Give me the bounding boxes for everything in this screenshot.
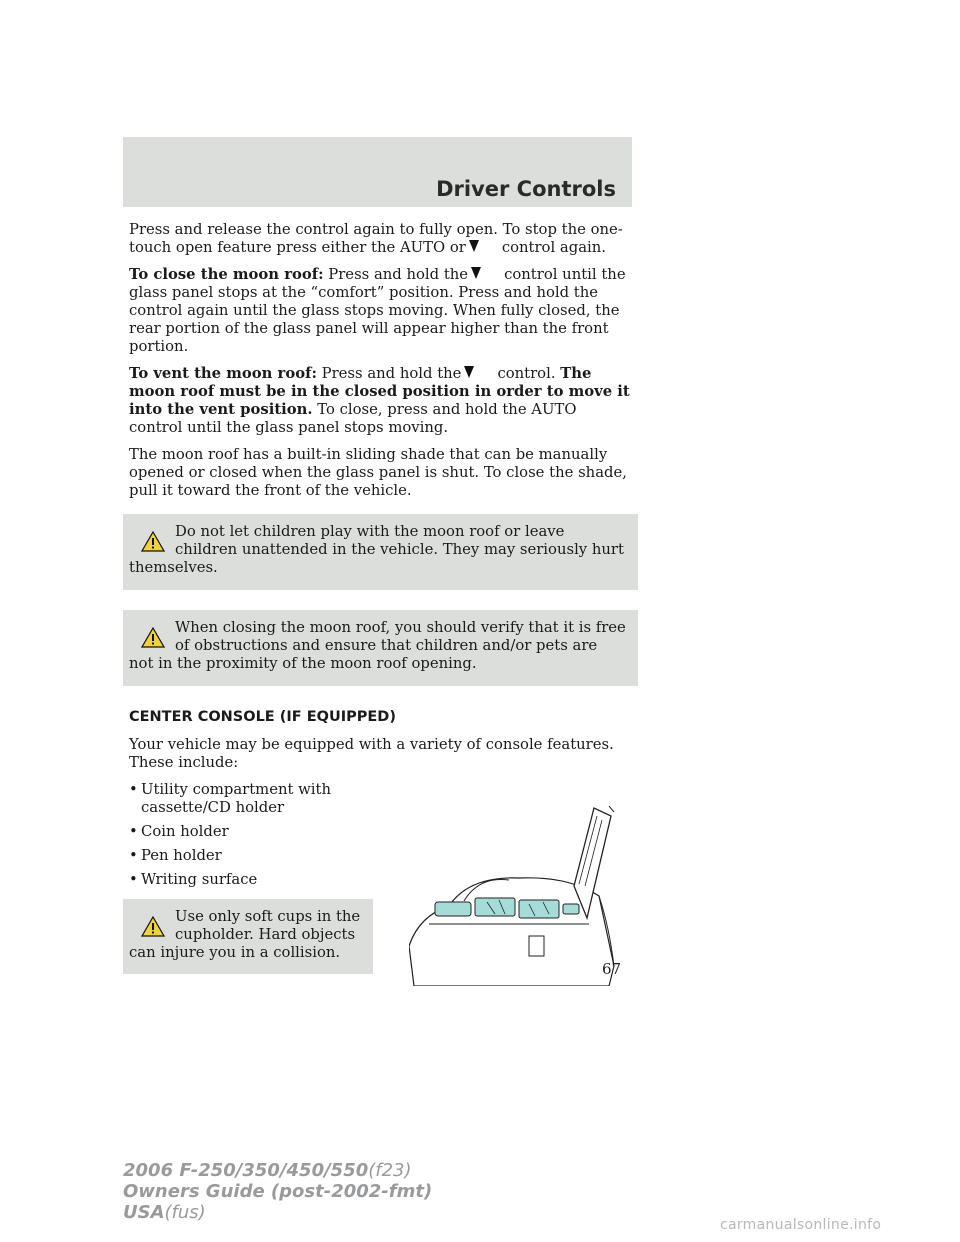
warning-box-obstructions: When closing the moon roof, you should verify that it is free of obstructions and ensure that children and/or pets are not in the proximity of the moon roof opening. xyxy=(123,610,638,686)
paragraph-vent-moon-roof: To vent the moon roof: Press and hold the control. The moon roof must be in the closed position in order to move it into the vent position. To close, press and hold the AUTO control until the glass panel stops moving. xyxy=(129,365,630,436)
center-console-heading: CENTER CONSOLE (IF EQUIPPED) xyxy=(129,709,396,725)
list-item: • Pen holder xyxy=(129,847,222,864)
list-item: • Writing surface xyxy=(129,871,258,888)
console-feature-list xyxy=(129,781,369,889)
page-number: 67 xyxy=(602,960,622,978)
watermark: carmanualsonline.info xyxy=(720,1217,882,1233)
paragraph-close-moon-roof: To close the moon roof: Press and hold the control until the glass panel stops at the “comfort” position. Press and hold the control again until the glass stops moving. When fully closed, the rear portion of the glass panel will appear higher than the front portion. xyxy=(129,266,626,355)
header-band xyxy=(123,137,632,207)
list-item: • Utility compartment with cassette/CD holder xyxy=(129,781,332,816)
warning-box-cupholder: Use only soft cups in the cupholder. Hard objects can injure you in a collision. xyxy=(123,899,373,974)
section-title: Driver Controls xyxy=(436,177,616,201)
console-section xyxy=(129,781,632,974)
paragraph-sliding-shade: The moon roof has a built-in sliding shade that can be manually opened or closed when the glass panel is shut. To close the shade, pull it toward the front of the vehicle. xyxy=(129,446,627,499)
console-intro: Your vehicle may be equipped with a variety of console features. These include: xyxy=(129,736,614,771)
warning-box-children: Do not let children play with the moon roof or leave children unattended in the vehicle. They may seriously hurt themselves. xyxy=(123,514,638,590)
close-arrow-icon xyxy=(471,267,481,279)
list-item: • Coin holder xyxy=(129,823,229,840)
warning-triangle-icon xyxy=(129,619,175,655)
close-arrow-icon xyxy=(469,240,479,252)
warning-triangle-icon xyxy=(129,523,175,559)
footer-doc-info: 2006 F-250/350/450/550(f23) Owners Guide (post-2002-fmt) USA(fus) xyxy=(123,1160,433,1223)
page-content xyxy=(129,221,632,974)
warning-triangle-icon xyxy=(129,908,175,944)
paragraph-one-touch: Press and release the control again to fully open. To stop the one-touch open feature press either the AUTO or control again. xyxy=(129,221,623,256)
center-console-illustration xyxy=(409,806,622,986)
vent-arrow-icon xyxy=(464,366,474,378)
